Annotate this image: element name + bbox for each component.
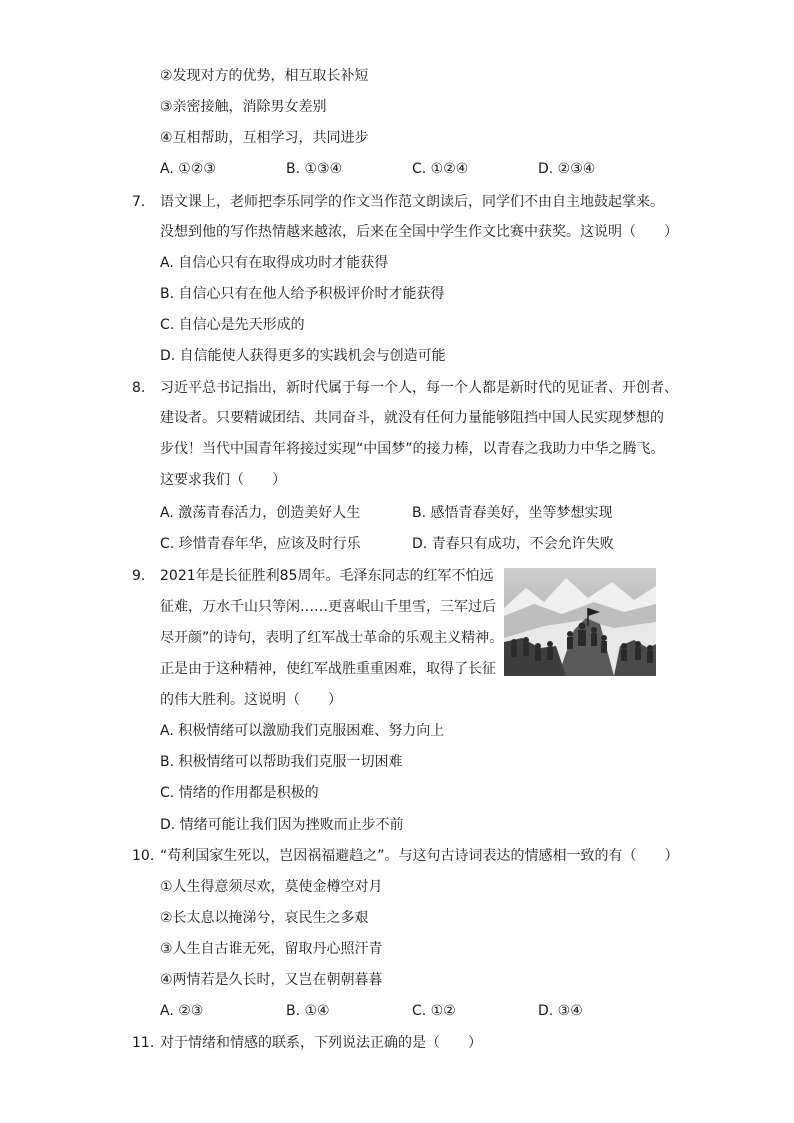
q10-item-2: ②长太息以掩涕兮，哀民生之多艰 xyxy=(160,910,369,926)
q8-stem-line-1: 习近平总书记指出，新时代属于每一个人，每一个人都是新时代的见证者、开创者、 xyxy=(160,380,678,396)
q10-stem-line-1: “苟利国家生死以，岂因祸福避趋之”。与这句古诗词表达的情感相一致的有（ ） xyxy=(160,848,679,864)
q10-item-3: ③人生自古谁无死，留取丹心照汗青 xyxy=(160,941,383,957)
q8-stem-line-4: 这要求我们（ ） xyxy=(160,472,286,488)
q8-stem-line-3: 步伐！当代中国青年将接过实现“中国梦”的接力棒，以青春之我助力中华之腾飞。 xyxy=(160,441,665,457)
q10-item-4: ④两情若是久长时，又岂在朝朝暮暮 xyxy=(160,972,383,988)
q11-stem-line-1: 对于情绪和情感的联系，下列说法正确的是（ ） xyxy=(160,1035,482,1051)
q7-stem-line-2: 没想到他的写作热情越来越浓，后来在全国中学生作文比赛中获奖。这说明（ ） xyxy=(160,224,678,240)
q9-stem-line-3: 尽开颜”的诗句，表明了红军战士革命的乐观主义精神。 xyxy=(160,630,504,646)
q10-option-b: B. ①④ xyxy=(286,1003,330,1019)
q8-number: 8. xyxy=(132,380,146,396)
q7-option-d: D. 自信能使人获得更多的实践机会与创造可能 xyxy=(160,348,446,364)
q9-stem-line-5: 的伟大胜利。这说明（ ） xyxy=(160,692,342,708)
q8-option-a: A. 激荡青春活力，创造美好人生 xyxy=(160,505,361,521)
q9-option-d: D. 情绪可能让我们因为挫败而止步不前 xyxy=(160,817,404,833)
q10-number: 10. xyxy=(132,848,155,864)
q9-stem-line-4: 正是由于这种精神，使红军战胜重重困难，取得了长征 xyxy=(160,661,496,677)
q9-number: 9. xyxy=(132,568,146,584)
long-march-photo xyxy=(504,568,656,676)
q9-option-b: B. 积极情绪可以帮助我们克服一切困难 xyxy=(160,754,403,770)
q6-option-b: B. ①③④ xyxy=(286,161,343,177)
q11-number: 11. xyxy=(132,1035,155,1051)
q7-option-b: B. 自信心只有在他人给予积极评价时才能获得 xyxy=(160,286,445,302)
q10-item-1: ①人生得意须尽欢，莫使金樽空对月 xyxy=(160,879,383,895)
q6-option-a: A. ①②③ xyxy=(160,161,216,177)
q8-option-c: C. 珍惜青春年华，应该及时行乐 xyxy=(160,536,361,552)
q7-stem-line-1: 语文课上，老师把李乐同学的作文当作范文朗读后，同学们不由自主地鼓起掌来。 xyxy=(160,194,664,210)
q9-option-c: C. 情绪的作用都是积极的 xyxy=(160,785,319,801)
q8-option-b: B. 感悟青春美好，坐等梦想实现 xyxy=(412,505,613,521)
q7-option-a: A. 自信心只有在取得成功时才能获得 xyxy=(160,255,389,271)
q8-stem-line-2: 建设者。只要精诚团结、共同奋斗，就没有任何力量能够阻挡中国人民实现梦想的 xyxy=(160,410,664,426)
q10-option-a: A. ②③ xyxy=(160,1003,204,1019)
q6-option-d: D. ②③④ xyxy=(538,161,596,177)
q9-stem-line-1: 2021年是长征胜利85周年。毛泽东同志的红军不怕远 xyxy=(160,568,494,584)
q7-option-c: C. 自信心是先天形成的 xyxy=(160,317,305,333)
q6-item-2: ②发现对方的优势，相互取长补短 xyxy=(160,68,369,84)
q7-number: 7. xyxy=(132,194,146,210)
q9-stem-line-2: 征难，万水千山只等闲……更喜岷山千里雪，三军过后 xyxy=(160,599,496,615)
q10-option-c: C. ①② xyxy=(412,1003,456,1019)
q6-option-c: C. ①②④ xyxy=(412,161,469,177)
q10-option-d: D. ③④ xyxy=(538,1003,583,1019)
q8-option-d: D. 青春只有成功，不会允许失败 xyxy=(412,536,614,552)
q6-item-4: ④互相帮助，互相学习，共同进步 xyxy=(160,130,369,146)
q9-option-a: A. 积极情绪可以激励我们克服困难、努力向上 xyxy=(160,723,445,739)
q6-item-3: ③亲密接触，消除男女差别 xyxy=(160,99,327,115)
